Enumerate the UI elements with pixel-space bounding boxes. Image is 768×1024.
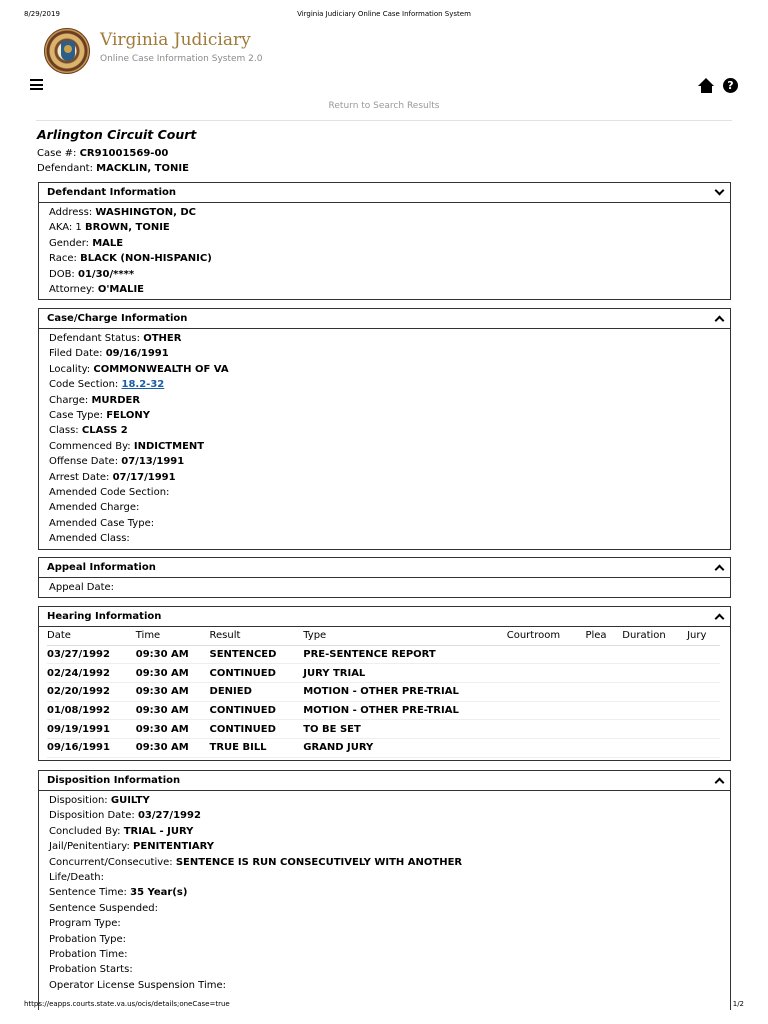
column-header: Jury bbox=[687, 627, 720, 645]
field-value: BLACK (NON-HISPANIC) bbox=[80, 253, 212, 265]
field-row bbox=[49, 500, 720, 515]
field-value: CLASS 2 bbox=[81, 425, 128, 437]
disposition-information-header[interactable] bbox=[39, 771, 730, 791]
field-row bbox=[49, 901, 720, 916]
table-row bbox=[47, 645, 720, 664]
table-cell: 09/16/1991 bbox=[47, 738, 136, 757]
table-cell: GRAND JURY bbox=[303, 738, 507, 757]
field-label: Arrest Date: bbox=[49, 471, 110, 483]
chevron-up-icon[interactable] bbox=[715, 614, 725, 624]
field-label: Sentence Time: bbox=[49, 887, 127, 899]
field-row bbox=[49, 839, 720, 854]
field-row bbox=[49, 855, 720, 870]
field-label: Offense Date: bbox=[49, 456, 119, 468]
field-label: Commenced By: bbox=[49, 440, 131, 452]
print-title: Virginia Judiciary Online Case Information System bbox=[297, 10, 471, 18]
table-cell bbox=[585, 701, 622, 720]
hearing-table-body bbox=[47, 645, 720, 757]
case-charge-information-header[interactable] bbox=[39, 309, 730, 329]
table-cell bbox=[585, 738, 622, 757]
table-cell bbox=[687, 720, 720, 739]
hearing-information-panel bbox=[38, 606, 731, 761]
case-number-line bbox=[37, 146, 637, 161]
brand-subtitle: Online Case Information System 2.0 bbox=[100, 54, 263, 64]
print-header bbox=[24, 10, 744, 22]
appeal-information-body bbox=[39, 578, 730, 597]
table-cell: 09:30 AM bbox=[136, 682, 210, 701]
table-cell bbox=[585, 682, 622, 701]
defendant-information-body bbox=[39, 203, 730, 299]
field-row bbox=[49, 947, 720, 962]
table-cell: SENTENCED bbox=[210, 645, 304, 664]
field-label: Program Type: bbox=[49, 918, 121, 930]
table-cell: CONTINUED bbox=[210, 720, 304, 739]
table-cell bbox=[622, 664, 687, 683]
panel-title: Disposition Information bbox=[47, 775, 181, 786]
print-url: https://eapps.courts.state.va.us/ocis/details;oneCase=true bbox=[24, 1000, 230, 1008]
table-cell bbox=[507, 738, 586, 757]
table-row bbox=[47, 720, 720, 739]
table-cell: 09:30 AM bbox=[136, 720, 210, 739]
panel-title: Case/Charge Information bbox=[47, 313, 188, 324]
column-header: Type bbox=[303, 627, 507, 645]
table-cell: 01/08/1992 bbox=[47, 701, 136, 720]
print-page-number: 1/2 bbox=[732, 1000, 744, 1008]
table-cell bbox=[507, 701, 586, 720]
table-cell bbox=[507, 664, 586, 683]
field-row bbox=[49, 870, 720, 885]
field-row bbox=[49, 793, 720, 808]
field-label: Disposition: bbox=[49, 795, 108, 806]
field-label: Gender: bbox=[49, 237, 90, 249]
field-label: Concurrent/Consecutive: bbox=[49, 856, 173, 868]
table-cell: 09:30 AM bbox=[136, 701, 210, 720]
field-label: Address: bbox=[49, 207, 93, 218]
table-cell: TRUE BILL bbox=[210, 738, 304, 757]
column-header: Plea bbox=[585, 627, 622, 645]
field-row bbox=[49, 393, 720, 408]
field-label: Case Type: bbox=[49, 410, 103, 422]
field-label: Attorney: bbox=[49, 284, 95, 296]
table-row bbox=[47, 738, 720, 757]
table-cell bbox=[585, 720, 622, 739]
table-cell: TO BE SET bbox=[303, 720, 507, 739]
case-number-label: Case #: bbox=[37, 148, 77, 159]
masthead bbox=[44, 24, 464, 74]
table-cell bbox=[507, 720, 586, 739]
table-row bbox=[47, 682, 720, 701]
field-label: Operator License Suspension Time: bbox=[49, 979, 227, 991]
field-value: BROWN, TONIE bbox=[85, 222, 170, 234]
table-cell bbox=[622, 645, 687, 664]
field-value: WASHINGTON, DC bbox=[95, 207, 197, 218]
table-row bbox=[47, 701, 720, 720]
disposition-information-panel bbox=[38, 770, 731, 1010]
field-value: SENTENCE IS RUN CONSECUTIVELY WITH ANOTHER bbox=[175, 856, 463, 868]
nav-right bbox=[698, 76, 738, 94]
table-cell: 09:30 AM bbox=[136, 664, 210, 683]
field-label: Appeal Date: bbox=[49, 582, 115, 593]
chevron-up-icon[interactable] bbox=[715, 316, 725, 326]
field-value: 07/17/1991 bbox=[112, 471, 176, 483]
field-row bbox=[49, 362, 720, 377]
field-row bbox=[49, 516, 720, 531]
table-cell bbox=[622, 682, 687, 701]
field-row bbox=[49, 454, 720, 469]
appeal-information-panel bbox=[38, 557, 731, 598]
table-row bbox=[47, 664, 720, 683]
print-footer bbox=[24, 1000, 744, 1012]
table-cell bbox=[507, 682, 586, 701]
field-row bbox=[49, 205, 720, 220]
field-value: INDICTMENT bbox=[133, 440, 205, 452]
field-row bbox=[49, 267, 720, 282]
table-cell: CONTINUED bbox=[210, 664, 304, 683]
field-value: 01/30/**** bbox=[78, 268, 135, 280]
hamburger-icon[interactable] bbox=[30, 79, 43, 90]
field-row bbox=[49, 408, 720, 423]
column-header: Duration bbox=[622, 627, 687, 645]
field-value: COMMONWEALTH OF VA bbox=[93, 363, 229, 375]
field-value: PENITENTIARY bbox=[133, 841, 214, 853]
defendant-information-header[interactable] bbox=[39, 183, 730, 203]
field-value: 35 Year(s) bbox=[130, 887, 188, 899]
field-row bbox=[49, 423, 720, 438]
table-cell: CONTINUED bbox=[210, 701, 304, 720]
field-label: Filed Date: bbox=[49, 348, 103, 360]
panel-title: Appeal Information bbox=[47, 562, 156, 573]
field-row bbox=[49, 346, 720, 361]
field-row bbox=[49, 220, 720, 235]
defendant-value: MACKLIN, TONIE bbox=[96, 163, 189, 174]
table-cell bbox=[622, 720, 687, 739]
field-label: Class: bbox=[49, 425, 79, 437]
field-row bbox=[49, 978, 720, 993]
field-value: O'MALIE bbox=[97, 284, 144, 296]
field-value: 07/13/1991 bbox=[121, 456, 185, 468]
table-cell: 09:30 AM bbox=[136, 738, 210, 757]
appeal-information-header[interactable] bbox=[39, 558, 730, 578]
code-section-link[interactable]: 18.2-32 bbox=[121, 379, 165, 391]
field-label: DOB: bbox=[49, 268, 75, 280]
field-value: MURDER bbox=[91, 394, 141, 406]
field-value: 03/27/1992 bbox=[137, 810, 201, 822]
field-label: Life/Death: bbox=[49, 872, 104, 884]
panel-title: Defendant Information bbox=[47, 187, 176, 198]
table-cell: 09:30 AM bbox=[136, 645, 210, 664]
column-header: Time bbox=[136, 627, 210, 645]
field-value: FELONY bbox=[106, 410, 150, 422]
table-cell: 02/24/1992 bbox=[47, 664, 136, 683]
chevron-down-icon[interactable] bbox=[715, 186, 725, 196]
table-cell bbox=[585, 664, 622, 683]
field-row bbox=[49, 885, 720, 900]
brand-title: Virginia Judiciary bbox=[100, 30, 251, 50]
field-value: GUILTY bbox=[110, 795, 150, 806]
table-cell: JURY TRIAL bbox=[303, 664, 507, 683]
court-summary bbox=[37, 127, 637, 176]
field-label: Probation Type: bbox=[49, 933, 127, 945]
field-value: OTHER bbox=[143, 333, 182, 344]
field-row bbox=[49, 531, 720, 546]
field-label: Amended Charge: bbox=[49, 502, 140, 514]
chevron-up-icon[interactable] bbox=[715, 778, 725, 788]
field-label: Defendant Status: bbox=[49, 333, 141, 344]
table-cell bbox=[585, 645, 622, 664]
field-label: Race: bbox=[49, 253, 77, 265]
field-value: 09/16/1991 bbox=[105, 348, 169, 360]
table-cell: 09/19/1991 bbox=[47, 720, 136, 739]
field-row bbox=[49, 824, 720, 839]
field-row bbox=[49, 808, 720, 823]
field-row bbox=[49, 251, 720, 266]
case-charge-information-panel bbox=[38, 308, 731, 550]
table-cell bbox=[507, 645, 586, 664]
field-label: Sentence Suspended: bbox=[49, 902, 159, 914]
field-row bbox=[49, 580, 720, 595]
field-row bbox=[49, 932, 720, 947]
table-cell bbox=[687, 701, 720, 720]
table-cell bbox=[622, 738, 687, 757]
help-icon[interactable]: ? bbox=[723, 78, 738, 93]
table-cell: 02/20/1992 bbox=[47, 682, 136, 701]
field-row bbox=[49, 377, 720, 392]
table-cell: DENIED bbox=[210, 682, 304, 701]
field-label: Disposition Date: bbox=[49, 810, 135, 822]
field-label: AKA: 1 bbox=[49, 222, 82, 234]
hearing-table bbox=[47, 627, 720, 758]
field-row bbox=[49, 916, 720, 931]
table-cell bbox=[687, 645, 720, 664]
court-name: Arlington Circuit Court bbox=[37, 127, 197, 142]
home-icon[interactable] bbox=[698, 78, 715, 93]
table-cell: PRE-SENTENCE REPORT bbox=[303, 645, 507, 664]
print-date: 8/29/2019 bbox=[24, 10, 60, 18]
table-cell: 03/27/1992 bbox=[47, 645, 136, 664]
virginia-seal-logo bbox=[44, 28, 90, 74]
field-label: Locality: bbox=[49, 363, 91, 375]
case-number-value: CR91001569-00 bbox=[79, 148, 169, 159]
field-row bbox=[49, 439, 720, 454]
field-value: TRIAL - JURY bbox=[123, 825, 194, 837]
field-row bbox=[49, 485, 720, 500]
hearing-table-header bbox=[47, 627, 720, 645]
table-cell bbox=[687, 682, 720, 701]
defendant-information-panel bbox=[38, 182, 731, 300]
field-row bbox=[49, 282, 720, 297]
field-label: Jail/Penitentiary: bbox=[49, 841, 130, 853]
column-header: Date bbox=[47, 627, 136, 645]
hearing-information-header[interactable] bbox=[39, 607, 730, 627]
field-label: Probation Starts: bbox=[49, 964, 133, 976]
field-row bbox=[49, 962, 720, 977]
field-row bbox=[49, 470, 720, 485]
return-to-search-link[interactable]: Return to Search Results bbox=[328, 101, 440, 111]
table-cell: MOTION - OTHER PRE-TRIAL bbox=[303, 682, 507, 701]
table-cell bbox=[687, 664, 720, 683]
divider bbox=[36, 120, 732, 121]
field-row bbox=[49, 236, 720, 251]
field-value: MALE bbox=[92, 237, 124, 249]
column-header: Courtroom bbox=[507, 627, 586, 645]
field-label: Probation Time: bbox=[49, 949, 128, 961]
field-label: Charge: bbox=[49, 394, 89, 406]
field-label: Amended Case Type: bbox=[49, 517, 155, 529]
defendant-label: Defendant: bbox=[37, 163, 93, 174]
field-label: Concluded By: bbox=[49, 825, 121, 837]
column-header: Result bbox=[210, 627, 304, 645]
case-charge-information-body bbox=[39, 329, 730, 549]
field-label: Amended Class: bbox=[49, 533, 130, 545]
navbar bbox=[30, 76, 738, 94]
field-row bbox=[49, 331, 720, 346]
chevron-up-icon[interactable] bbox=[715, 565, 725, 575]
field-label: Code Section: bbox=[49, 379, 119, 391]
table-cell: MOTION - OTHER PRE-TRIAL bbox=[303, 701, 507, 720]
table-cell bbox=[622, 701, 687, 720]
field-label: Amended Code Section: bbox=[49, 487, 170, 499]
defendant-line bbox=[37, 161, 637, 176]
table-cell bbox=[687, 738, 720, 757]
disposition-information-body bbox=[39, 791, 730, 995]
hearing-information-body bbox=[39, 627, 730, 760]
panel-title: Hearing Information bbox=[47, 611, 162, 622]
